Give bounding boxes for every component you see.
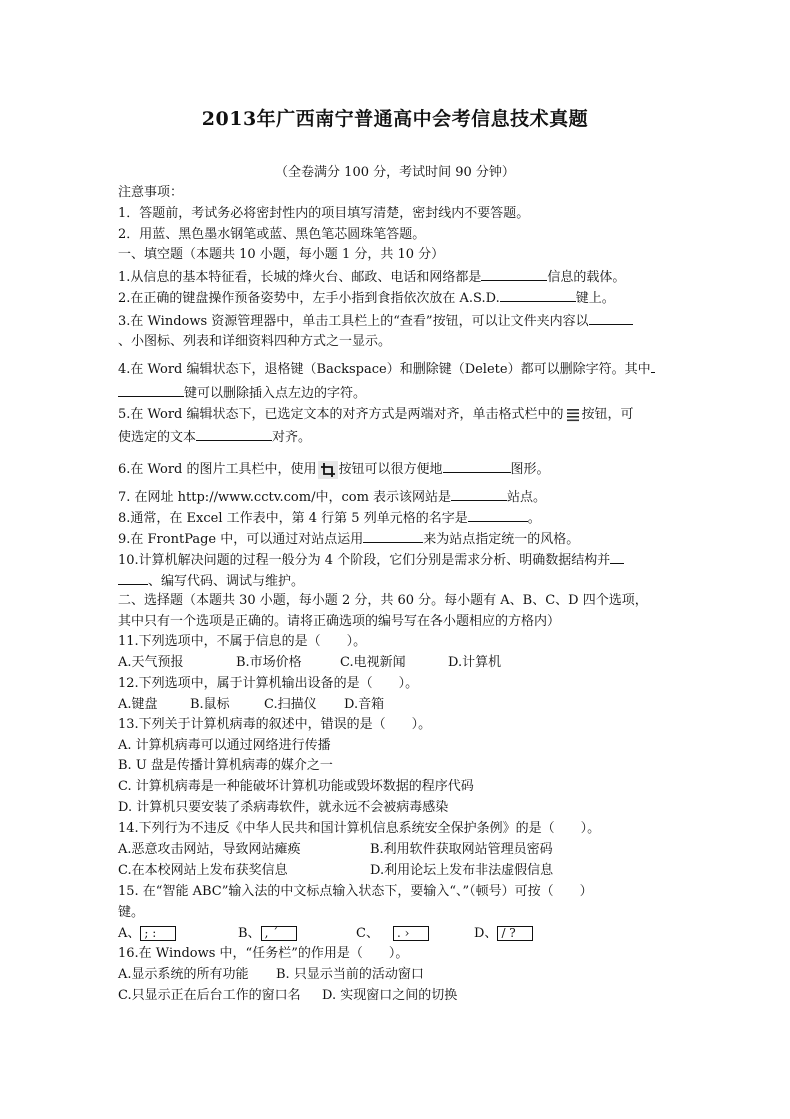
crop-icon: [318, 461, 338, 479]
option-c: [356, 926, 429, 942]
question-11: 11.下列选项中，不属于信息的是（ ）。: [118, 634, 367, 649]
q5-text-d: 对齐。: [272, 430, 312, 445]
question-5: [118, 407, 634, 423]
question-16: 16.在 Windows 中，“任务栏”的作用是（ ）。: [118, 946, 409, 961]
option-c: C.扫描仪: [264, 697, 317, 712]
q2-text-b: 键上。: [575, 291, 615, 306]
q1-text-b: 信息的载体。: [547, 270, 626, 285]
section2-heading-2: 其中只有一个选项是正确的。请将正确选项的编号写在各小题相应的方格内）: [118, 614, 561, 629]
section2-heading-1: 二、选择题（本题共 30 小题，每小题 2 分，共 60 分。每小题有 A、B、C、D 四个选项，: [118, 593, 648, 608]
option-d: [474, 926, 533, 942]
question-15: 15. 在“智能 ABC”输入法的中文标点输入状态下，要输入“、”（顿号）可按（ ）: [118, 884, 593, 899]
option-b: B.利用软件获取网站管理员密码: [370, 842, 553, 857]
question-9: [118, 530, 579, 548]
question-3-cont: [118, 334, 391, 350]
answer-blank[interactable]: [118, 572, 148, 585]
option-d: D. 实现窗口之间的切换: [322, 988, 458, 1003]
notice-heading: 注意事项：: [118, 185, 184, 200]
q10-text-b: 、编写代码、调试与维护。: [148, 574, 305, 589]
question-10: [118, 551, 624, 569]
answer-blank[interactable]: [196, 428, 272, 441]
option-label: D、: [474, 926, 498, 941]
option-label: B、: [238, 926, 261, 941]
option-d: D.音箱: [344, 697, 385, 712]
question-14: 14.下列行为不违反《中华人民共和国计算机信息系统安全保护条例》的是（ ）。: [118, 821, 601, 836]
question-8: [118, 509, 541, 527]
q3-text-a: 3.在 Windows 资源管理器中，单击工具栏上的“查看”按钮，可以让文件夹内容以: [118, 314, 589, 329]
q4-text-b: 键可以删除插入点左边的字符。: [184, 386, 367, 401]
option-d: D.计算机: [448, 655, 502, 670]
question-13: 13.下列关于计算机病毒的叙述中，错误的是（ ）。: [118, 717, 432, 732]
q13-option-a: A. 计算机病毒可以通过网络进行传播: [118, 738, 331, 753]
question-3: [118, 312, 633, 330]
question-1: [118, 268, 625, 286]
q7-text-b: 站点。: [507, 490, 547, 505]
page-subtitle: （全卷满分 100 分，考试时间 90 分钟）: [275, 165, 515, 180]
q6-text-c: 图形。: [510, 462, 550, 477]
question-7: [118, 488, 546, 506]
question-4-cont: [118, 384, 366, 402]
question-12: 12.下列选项中，属于计算机输出设备的是（ ）。: [118, 676, 419, 691]
q7-text-a: 7. 在网址 http://www.cctv.com/中，com 表示该网站是: [118, 490, 452, 505]
page-title: 2013年广西南宁普通高中会考信息技术真题: [201, 108, 589, 130]
q5-text-a: 5.在 Word 编辑状态下，已选定文本的对齐方式是两端对齐，单击格式栏中的: [118, 407, 564, 422]
q1-text-a: 1.从信息的基本特征看，长城的烽火台、邮政、电话和网络都是: [118, 270, 482, 285]
q13-option-c: C. 计算机病毒是一种能破坏计算机功能或毁坏数据的程序代码: [118, 779, 474, 794]
q5-text-c: 使选定的文本: [118, 430, 197, 445]
option-a: A.天气预报: [118, 655, 184, 670]
answer-blank[interactable]: [443, 460, 511, 473]
q9-text-b: 来为站点指定统一的风格。: [423, 532, 580, 547]
notice-item-2: 2．用蓝、黑色墨水钢笔或蓝、黑色笔芯圆珠笔答题。: [118, 227, 426, 242]
q3-text-b: 、小图标、列表和详细资料四种方式之一显示。: [118, 334, 392, 349]
option-a: A.键盘: [118, 697, 158, 712]
slash-key-icon: / ?: [497, 926, 533, 941]
option-c: C.电视新闻: [340, 655, 406, 670]
answer-blank[interactable]: [481, 268, 547, 281]
option-label: A、: [118, 926, 141, 941]
option-b: [238, 926, 297, 942]
q5-text-b: 按钮，可: [581, 407, 634, 422]
q6-text-a: 6.在 Word 的图片工具栏中，使用: [118, 462, 317, 477]
q8-text-a: 8.通常，在 Excel 工作表中，第 4 行第 5 列单元格的名字是: [118, 511, 468, 526]
q10-text-a: 10.计算机解决问题的过程一般分为 4 个阶段，它们分别是需求分析、明确数据结构并: [118, 553, 611, 568]
answer-blank[interactable]: [451, 488, 507, 501]
q4-text-a: 4.在 Word 编辑状态下，退格键（Backspace）和删除键（Delete）都可以删除字符。其中: [118, 362, 651, 377]
option-d: D.利用论坛上发布非法虚假信息: [370, 863, 554, 878]
notice-item-1: 1．答题前，考试务必将密封性内的项目填写清楚，密封线内不要答题。: [118, 206, 530, 221]
question-15-cont: 键。: [118, 905, 145, 920]
question-6: [118, 460, 550, 479]
option-a: A.显示系统的所有功能: [118, 967, 249, 982]
question-5-cont: [118, 428, 311, 446]
option-b: B.市场价格: [236, 655, 302, 670]
option-b: B.鼠标: [190, 697, 230, 712]
semicolon-key-icon: ; :: [140, 926, 176, 941]
option-a: A.恶意攻击网站，导致网站瘫痪: [118, 842, 301, 857]
q9-text-a: 9.在 FrontPage 中，可以通过对站点运用: [118, 532, 364, 547]
question-2: [118, 289, 615, 307]
answer-blank[interactable]: [118, 384, 184, 397]
question-10-cont: [118, 572, 304, 590]
q2-text-a: 2.在正确的键盘操作预备姿势中，左手小指到食指依次放在 A.S.D.: [118, 291, 500, 306]
period-key-icon: . ›: [393, 926, 429, 941]
justify-align-icon: [565, 408, 581, 422]
answer-blank[interactable]: [468, 509, 528, 522]
answer-blank[interactable]: [589, 312, 633, 325]
answer-blank[interactable]: [651, 360, 655, 373]
option-c: C.在本校网站上发布获奖信息: [118, 863, 288, 878]
answer-blank[interactable]: [610, 551, 624, 564]
question-4: [118, 360, 655, 378]
option-label: C、: [356, 926, 379, 941]
answer-blank[interactable]: [500, 289, 576, 302]
comma-key-icon: , ´: [261, 926, 297, 941]
q13-option-d: D. 计算机只要安装了杀病毒软件，就永远不会被病毒感染: [118, 800, 449, 815]
option-b: B. 只显示当前的活动窗口: [276, 967, 424, 982]
section1-heading: 一、填空题（本题共 10 小题，每小题 1 分，共 10 分）: [118, 247, 445, 262]
option-a: [118, 926, 176, 942]
q8-text-b: 。: [527, 511, 541, 526]
q6-text-b: 按钮可以很方便地: [338, 462, 443, 477]
q13-option-b: B. U 盘是传播计算机病毒的媒介之一: [118, 758, 333, 773]
option-c: C.只显示正在后台工作的窗口名: [118, 988, 301, 1003]
answer-blank[interactable]: [363, 530, 423, 543]
